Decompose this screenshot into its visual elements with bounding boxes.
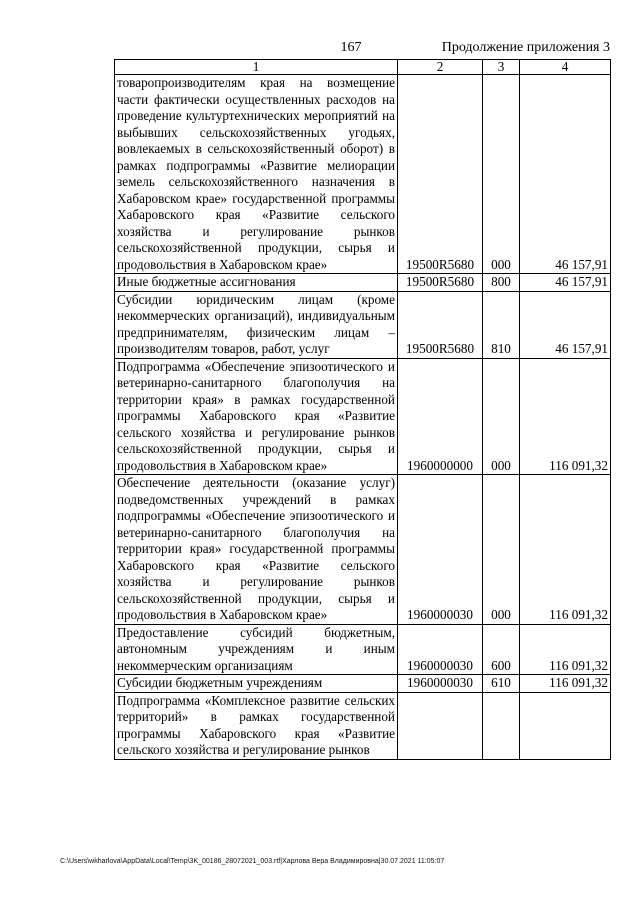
amount: 116 091,32 [520, 624, 611, 675]
expense-type-code: 800 [483, 274, 520, 292]
budget-table [114, 59, 611, 760]
row-name: Подпрограмма «Комплексное развитие сельских территорий» в рамках государственной программы Хабаровского края «Развитие сельского хозяйства и регулирование рынков [115, 692, 398, 759]
amount: 116 091,32 [520, 475, 611, 625]
table-row [115, 274, 611, 292]
target-article-code [398, 692, 483, 759]
row-name: Предоставление субсидий бюджетным, автономным учреждениям и иным некоммерческим организациям [115, 624, 398, 675]
amount: 46 157,91 [520, 291, 611, 358]
table-row [115, 75, 611, 274]
table-row [115, 291, 611, 358]
target-article-code: 19500R5680 [398, 75, 483, 274]
column-header: 2 [398, 60, 483, 75]
target-article-code: 1960000030 [398, 675, 483, 693]
expense-type-code: 610 [483, 675, 520, 693]
row-name: Иные бюджетные ассигнования [115, 274, 398, 292]
page-number: 167 [340, 40, 362, 55]
table-row [115, 624, 611, 675]
expense-type-code: 810 [483, 291, 520, 358]
table-row [115, 692, 611, 759]
target-article-code: 1960000030 [398, 624, 483, 675]
expense-type-code: 000 [483, 475, 520, 625]
table-header-row [115, 60, 611, 75]
expense-type-code [483, 692, 520, 759]
column-header: 4 [520, 60, 611, 75]
column-header: 3 [483, 60, 520, 75]
amount: 46 157,91 [520, 274, 611, 292]
continuation-label: Продолжение приложения 3 [441, 40, 610, 55]
table-row [115, 475, 611, 625]
target-article-code: 19500R5680 [398, 291, 483, 358]
amount: 116 091,32 [520, 675, 611, 693]
table-row [115, 358, 611, 475]
expense-type-code: 000 [483, 358, 520, 475]
expense-type-code: 600 [483, 624, 520, 675]
target-article-code: 1960000000 [398, 358, 483, 475]
amount: 116 091,32 [520, 358, 611, 475]
expense-type-code: 000 [483, 75, 520, 274]
amount: 46 157,91 [520, 75, 611, 274]
document-path-footer: C:\Users\wkharlova\AppData\Local\Temp\3K_00186_28072021_003.rtf|Харлова Вера Владимировна|30.07.2021 11:05:07 [60, 858, 445, 865]
target-article-code: 1960000030 [398, 475, 483, 625]
row-name: Субсидии юридическим лицам (кроме некоммерческих организаций), индивидуальным предпринимателям, физическим лицам – производителям товаров, работ, услуг [115, 291, 398, 358]
row-name: Субсидии бюджетным учреждениям [115, 675, 398, 693]
amount [520, 692, 611, 759]
row-name: товаропроизводителям края на возмещение части фактически осуществленных расходов на проведение культуртехнических мероприятий на выбывших сельскохозяйственных угодьях, вовлекаемых в сельскохозяйственный оборот) в рамках подпрограммы «Развитие мелиорации земель сельскохозяйственного назначения в Хабаровском крае» государственной программы Хабаровского края «Развитие сельского хозяйства и регулирование рынков сельскохозяйственной продукции, сырья и продовольствия в Хабаровском крае» [115, 75, 398, 274]
row-name: Обеспечение деятельности (оказание услуг) подведомственных учреждений в рамках подпрограммы «Обеспечение эпизоотического и ветеринарно-санитарного благополучия на территории края» государственной программы Хабаровского края «Развитие сельского хозяйства и регулирование рынков сельскохозяйственной продукции, сырья и продовольствия в Хабаровском крае» [115, 475, 398, 625]
target-article-code: 19500R5680 [398, 274, 483, 292]
row-name: Подпрограмма «Обеспечение эпизоотического и ветеринарно-санитарного благополучия на территории края» в рамках государственной программы Хабаровского края «Развитие сельского хозяйства и регулирование рынков сельскохозяйственной продукции, сырья и продовольствия в Хабаровском крае» [115, 358, 398, 475]
column-header: 1 [115, 60, 398, 75]
table-row [115, 675, 611, 693]
